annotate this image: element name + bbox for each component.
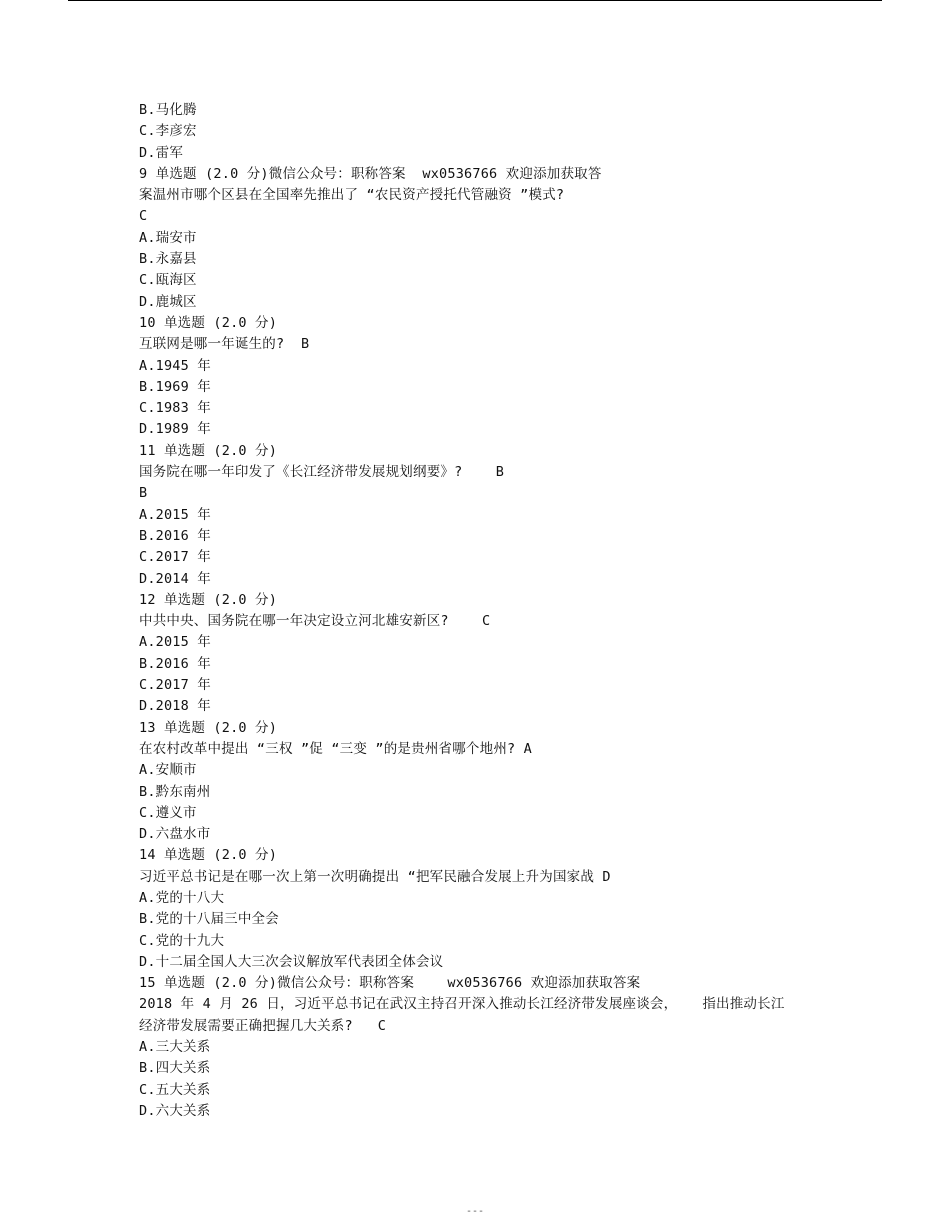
text-line: 经济带发展需要正确把握几大关系? C — [139, 1017, 387, 1034]
text-line: 2018 年 4 月 26 日，习近平总书记在武汉主持召开深入推动长江经济带发展座谈会， 指出推动长江 — [139, 996, 785, 1013]
text-line: B.四大关系 — [139, 1060, 211, 1077]
text-line: D.2014 年 — [139, 570, 211, 587]
text-line: B.2016 年 — [139, 527, 211, 544]
text-line: A.瑞安市 — [139, 229, 197, 246]
text-line: C.李彦宏 — [139, 123, 197, 140]
text-line: A.1945 年 — [139, 357, 211, 374]
text-line: A.安顺市 — [139, 762, 197, 779]
text-line: 15 单选题 (2.0 分)微信公众号：职称答案 wx0536766 欢迎添加获取答案 — [139, 975, 641, 992]
text-line: 10 单选题 (2.0 分) — [139, 314, 278, 331]
text-line: D.1989 年 — [139, 421, 211, 438]
text-line: C.遵义市 — [139, 804, 197, 821]
top-rule — [68, 0, 882, 1]
text-line: C.瓯海区 — [139, 272, 197, 289]
text-line: D.六盘水市 — [139, 826, 211, 843]
text-line: B.马化腾 — [139, 102, 197, 118]
text-line: 12 单选题 (2.0 分) — [139, 591, 278, 608]
page-footer-mark: --- — [465, 1206, 485, 1217]
text-line: D.雷军 — [139, 144, 184, 161]
text-line: A.2015 年 — [139, 634, 211, 651]
text-line: B.永嘉县 — [139, 251, 197, 268]
text-line: 习近平总书记是在哪一次上第一次明确提出 “把军民融合发展上升为国家战 D — [139, 868, 611, 885]
text-line: 9 单选题 (2.0 分)微信公众号：职称答案 wx0536766 欢迎添加获取答 — [139, 165, 602, 182]
text-line: D.鹿城区 — [139, 293, 197, 310]
text-line: C — [139, 208, 148, 225]
text-line: D.2018 年 — [139, 698, 211, 715]
text-line: 14 单选题 (2.0 分) — [139, 847, 278, 864]
text-line: 11 单选题 (2.0 分) — [139, 442, 278, 459]
text-line: A.三大关系 — [139, 1039, 211, 1056]
text-line: A.2015 年 — [139, 506, 211, 523]
text-line: B.党的十八届三中全会 — [139, 911, 279, 928]
text-line: B — [139, 485, 148, 502]
text-line: 案温州市哪个区县在全国率先推出了 “农民资产授托代管融资 ”模式? — [139, 187, 565, 204]
text-line: 中共中央、国务院在哪一年决定设立河北雄安新区? C — [139, 613, 491, 630]
text-line: D.六大关系 — [139, 1102, 211, 1119]
text-line: B.1969 年 — [139, 378, 211, 395]
text-line: B.2016 年 — [139, 655, 211, 672]
text-line: C.2017 年 — [139, 549, 211, 566]
text-line: B.黔东南州 — [139, 783, 211, 800]
text-line: C.党的十九大 — [139, 932, 225, 949]
text-line: C.五大关系 — [139, 1081, 211, 1098]
text-line: D.十二届全国人大三次会议解放军代表团全体会议 — [139, 953, 444, 970]
document-body — [139, 100, 839, 1122]
text-line: 国务院在哪一年印发了《长江经济带发展规划纲要》? B — [139, 464, 505, 481]
text-line: C.2017 年 — [139, 677, 211, 694]
text-line: 13 单选题 (2.0 分) — [139, 719, 278, 736]
text-line: 互联网是哪一年诞生的? B — [139, 336, 310, 353]
text-line: A.党的十八大 — [139, 889, 225, 906]
text-line: 在农村改革中提出 “三权 ”促 “三变 ”的是贵州省哪个地州? A — [139, 740, 533, 757]
text-line: C.1983 年 — [139, 400, 211, 417]
